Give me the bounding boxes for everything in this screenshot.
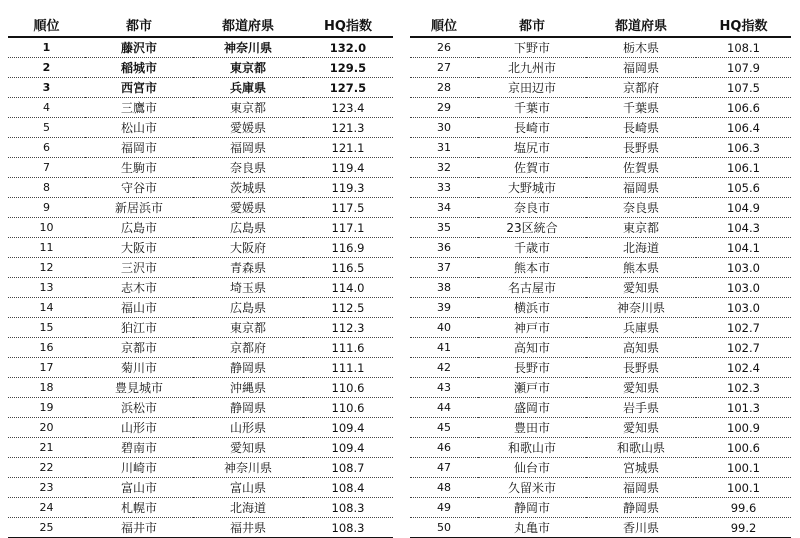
city-cell: 仙台市 [478,458,586,478]
prefecture-cell: 長野県 [586,138,696,158]
rank-cell: 34 [410,198,478,218]
table-body-left [8,37,393,538]
table-row [410,258,791,278]
hq-index-cell: 106.4 [696,118,791,138]
prefecture-cell: 千葉県 [586,98,696,118]
city-cell: 川崎市 [85,458,193,478]
prefecture-cell: 静岡県 [193,398,303,418]
column-header-rank: 順位 [410,13,478,37]
city-cell: 久留米市 [478,478,586,498]
hq-index-cell: 121.1 [303,138,393,158]
table-row [410,218,791,238]
prefecture-cell: 愛知県 [586,418,696,438]
prefecture-cell: 茨城県 [193,178,303,198]
city-cell: 札幌市 [85,498,193,518]
city-cell: 大野城市 [478,178,586,198]
table-row [8,338,393,358]
rank-cell: 45 [410,418,478,438]
rank-cell: 14 [8,298,85,318]
prefecture-cell: 京都府 [193,338,303,358]
rank-cell: 40 [410,318,478,338]
rank-cell: 4 [8,98,85,118]
rank-cell: 48 [410,478,478,498]
hq-index-cell: 110.6 [303,398,393,418]
hq-index-cell: 100.9 [696,418,791,438]
rank-cell: 50 [410,518,478,538]
rank-cell: 19 [8,398,85,418]
prefecture-cell: 東京都 [586,218,696,238]
table-row [8,418,393,438]
city-cell: 神戸市 [478,318,586,338]
hq-index-cell: 102.7 [696,338,791,358]
table-row [410,478,791,498]
table-row [8,358,393,378]
table-row [410,37,791,58]
table-row [410,98,791,118]
city-cell: 京都市 [85,338,193,358]
city-cell: 狛江市 [85,318,193,338]
city-cell: 福岡市 [85,138,193,158]
city-cell: 生駒市 [85,158,193,178]
table-row [8,518,393,538]
table-body-right [410,37,791,538]
rank-cell: 39 [410,298,478,318]
table-row [410,378,791,398]
table-row [8,98,393,118]
prefecture-cell: 京都府 [586,78,696,98]
table-row [410,58,791,78]
ranking-table-right [410,13,791,538]
city-cell: 名古屋市 [478,278,586,298]
rank-cell: 31 [410,138,478,158]
prefecture-cell: 佐賀県 [586,158,696,178]
rank-cell: 43 [410,378,478,398]
rank-cell: 13 [8,278,85,298]
city-cell: 塩尻市 [478,138,586,158]
hq-index-cell: 103.0 [696,298,791,318]
rank-cell: 44 [410,398,478,418]
table-row [8,478,393,498]
prefecture-cell: 兵庫県 [193,78,303,98]
table-row [410,278,791,298]
prefecture-cell: 広島県 [193,298,303,318]
table-row [8,218,393,238]
rank-cell: 9 [8,198,85,218]
city-cell: 守谷市 [85,178,193,198]
rank-cell: 25 [8,518,85,538]
prefecture-cell: 東京都 [193,58,303,78]
city-cell: 北九州市 [478,58,586,78]
hq-index-cell: 111.1 [303,358,393,378]
table-row [410,338,791,358]
city-cell: 新居浜市 [85,198,193,218]
rank-cell: 41 [410,338,478,358]
table-row [8,37,393,58]
table-row [410,118,791,138]
rank-cell: 7 [8,158,85,178]
rank-cell: 30 [410,118,478,138]
hq-index-cell: 108.3 [303,518,393,538]
city-cell: 丸亀市 [478,518,586,538]
table-row [410,498,791,518]
prefecture-cell: 静岡県 [586,498,696,518]
prefecture-cell: 東京都 [193,318,303,338]
city-cell: 23区統合 [478,218,586,238]
hq-index-cell: 106.6 [696,98,791,118]
rank-cell: 22 [8,458,85,478]
rank-cell: 2 [8,58,85,78]
hq-index-cell: 117.1 [303,218,393,238]
city-cell: 高知市 [478,338,586,358]
city-cell: 横浜市 [478,298,586,318]
rank-cell: 32 [410,158,478,178]
header-row [8,13,393,37]
city-cell: 松山市 [85,118,193,138]
city-cell: 西宮市 [85,78,193,98]
prefecture-cell: 北海道 [193,498,303,518]
prefecture-cell: 福岡県 [586,178,696,198]
city-cell: 瀬戸市 [478,378,586,398]
table-row [410,458,791,478]
hq-index-cell: 108.4 [303,478,393,498]
rank-cell: 1 [8,37,85,58]
column-header-prefecture: 都道府県 [193,13,303,37]
hq-index-cell: 103.0 [696,258,791,278]
rank-cell: 5 [8,118,85,138]
hq-index-cell: 109.4 [303,438,393,458]
city-cell: 盛岡市 [478,398,586,418]
hq-index-cell: 110.6 [303,378,393,398]
city-cell: 和歌山市 [478,438,586,458]
prefecture-cell: 兵庫県 [586,318,696,338]
city-cell: 長崎市 [478,118,586,138]
hq-index-cell: 119.3 [303,178,393,198]
hq-index-cell: 107.5 [696,78,791,98]
hq-index-cell: 105.6 [696,178,791,198]
rank-cell: 47 [410,458,478,478]
rank-cell: 49 [410,498,478,518]
city-cell: 菊川市 [85,358,193,378]
table-row [8,258,393,278]
column-header-hq-index: HQ指数 [303,13,393,37]
hq-index-cell: 106.3 [696,138,791,158]
column-header-hq-index: HQ指数 [696,13,791,37]
prefecture-cell: 長野県 [586,358,696,378]
rank-cell: 12 [8,258,85,278]
hq-index-cell: 102.3 [696,378,791,398]
city-cell: 三鷹市 [85,98,193,118]
table-row [8,318,393,338]
city-cell: 福井市 [85,518,193,538]
table-row [8,298,393,318]
city-cell: 豊田市 [478,418,586,438]
hq-index-cell: 111.6 [303,338,393,358]
city-cell: 広島市 [85,218,193,238]
table-row [410,158,791,178]
rank-cell: 8 [8,178,85,198]
prefecture-cell: 栃木県 [586,37,696,58]
prefecture-cell: 埼玉県 [193,278,303,298]
hq-index-cell: 116.9 [303,238,393,258]
prefecture-cell: 沖縄県 [193,378,303,398]
hq-index-cell: 116.5 [303,258,393,278]
table-row [410,438,791,458]
city-cell: 下野市 [478,37,586,58]
table-row [410,178,791,198]
city-cell: 長野市 [478,358,586,378]
rank-cell: 27 [410,58,478,78]
rank-cell: 38 [410,278,478,298]
city-cell: 山形市 [85,418,193,438]
table-row [410,298,791,318]
rank-cell: 24 [8,498,85,518]
rank-cell: 28 [410,78,478,98]
prefecture-cell: 福井県 [193,518,303,538]
rank-cell: 21 [8,438,85,458]
rank-cell: 10 [8,218,85,238]
prefecture-cell: 北海道 [586,238,696,258]
hq-index-cell: 100.1 [696,458,791,478]
ranking-table-left [8,13,393,538]
prefecture-cell: 奈良県 [193,158,303,178]
rank-cell: 16 [8,338,85,358]
column-header-city: 都市 [478,13,586,37]
rank-cell: 46 [410,438,478,458]
header-row [410,13,791,37]
city-cell: 富山市 [85,478,193,498]
table-row [8,158,393,178]
prefecture-cell: 愛知県 [586,378,696,398]
prefecture-cell: 高知県 [586,338,696,358]
prefecture-cell: 愛媛県 [193,198,303,218]
table-row [8,498,393,518]
hq-index-cell: 117.5 [303,198,393,218]
hq-index-cell: 109.4 [303,418,393,438]
city-cell: 奈良市 [478,198,586,218]
column-header-city: 都市 [85,13,193,37]
city-cell: 福山市 [85,298,193,318]
hq-index-cell: 121.3 [303,118,393,138]
table-row [410,138,791,158]
hq-index-cell: 119.4 [303,158,393,178]
prefecture-cell: 宮城県 [586,458,696,478]
prefecture-cell: 香川県 [586,518,696,538]
rank-cell: 35 [410,218,478,238]
prefecture-cell: 神奈川県 [193,458,303,478]
hq-index-cell: 103.0 [696,278,791,298]
prefecture-cell: 山形県 [193,418,303,438]
prefecture-cell: 福岡県 [193,138,303,158]
rank-cell: 23 [8,478,85,498]
rank-cell: 33 [410,178,478,198]
city-cell: 浜松市 [85,398,193,418]
hq-index-cell: 108.3 [303,498,393,518]
hq-index-cell: 132.0 [303,37,393,58]
city-cell: 千歳市 [478,238,586,258]
hq-index-cell: 129.5 [303,58,393,78]
hq-index-cell: 102.4 [696,358,791,378]
hq-index-cell: 99.6 [696,498,791,518]
hq-index-cell: 100.1 [696,478,791,498]
hq-index-cell: 104.9 [696,198,791,218]
hq-index-cell: 107.9 [696,58,791,78]
table-row [8,458,393,478]
rank-cell: 6 [8,138,85,158]
hq-index-cell: 114.0 [303,278,393,298]
hq-index-cell: 127.5 [303,78,393,98]
hq-index-cell: 99.2 [696,518,791,538]
prefecture-cell: 広島県 [193,218,303,238]
column-header-prefecture: 都道府県 [586,13,696,37]
city-cell: 豊見城市 [85,378,193,398]
city-cell: 千葉市 [478,98,586,118]
table-row [8,138,393,158]
hq-index-cell: 108.1 [696,37,791,58]
hq-index-cell: 102.7 [696,318,791,338]
prefecture-cell: 大阪府 [193,238,303,258]
prefecture-cell: 東京都 [193,98,303,118]
rank-cell: 18 [8,378,85,398]
rank-cell: 42 [410,358,478,378]
hq-index-cell: 101.3 [696,398,791,418]
table-row [410,198,791,218]
rank-cell: 29 [410,98,478,118]
table-row [410,398,791,418]
city-cell: 佐賀市 [478,158,586,178]
city-cell: 熊本市 [478,258,586,278]
city-cell: 静岡市 [478,498,586,518]
hq-index-cell: 106.1 [696,158,791,178]
prefecture-cell: 静岡県 [193,358,303,378]
hq-index-cell: 123.4 [303,98,393,118]
rank-cell: 3 [8,78,85,98]
table-row [8,178,393,198]
prefecture-cell: 青森県 [193,258,303,278]
hq-index-cell: 104.3 [696,218,791,238]
city-cell: 三沢市 [85,258,193,278]
table-row [410,238,791,258]
table-row [410,358,791,378]
city-cell: 藤沢市 [85,37,193,58]
prefecture-cell: 福岡県 [586,58,696,78]
rank-cell: 17 [8,358,85,378]
table-row [8,238,393,258]
prefecture-cell: 愛媛県 [193,118,303,138]
table-row [8,118,393,138]
city-cell: 京田辺市 [478,78,586,98]
table-row [8,198,393,218]
prefecture-cell: 愛知県 [193,438,303,458]
rank-cell: 37 [410,258,478,278]
rank-cell: 15 [8,318,85,338]
table-row [410,78,791,98]
prefecture-cell: 愛知県 [586,278,696,298]
prefecture-cell: 神奈川県 [586,298,696,318]
rank-cell: 20 [8,418,85,438]
table-row [8,78,393,98]
table-row [8,438,393,458]
rank-cell: 36 [410,238,478,258]
prefecture-cell: 和歌山県 [586,438,696,458]
hq-index-cell: 112.5 [303,298,393,318]
table-row [410,518,791,538]
city-cell: 大阪市 [85,238,193,258]
hq-index-cell: 108.7 [303,458,393,478]
hq-index-cell: 100.6 [696,438,791,458]
table-row [8,58,393,78]
prefecture-cell: 岩手県 [586,398,696,418]
prefecture-cell: 熊本県 [586,258,696,278]
city-cell: 志木市 [85,278,193,298]
city-cell: 稲城市 [85,58,193,78]
table-row [410,418,791,438]
prefecture-cell: 奈良県 [586,198,696,218]
prefecture-cell: 神奈川県 [193,37,303,58]
table-row [410,318,791,338]
rank-cell: 26 [410,37,478,58]
table-row [8,378,393,398]
prefecture-cell: 福岡県 [586,478,696,498]
hq-index-cell: 112.3 [303,318,393,338]
city-cell: 碧南市 [85,438,193,458]
column-header-rank: 順位 [8,13,85,37]
hq-index-cell: 104.1 [696,238,791,258]
prefecture-cell: 長崎県 [586,118,696,138]
prefecture-cell: 富山県 [193,478,303,498]
rank-cell: 11 [8,238,85,258]
table-row [8,398,393,418]
table-row [8,278,393,298]
